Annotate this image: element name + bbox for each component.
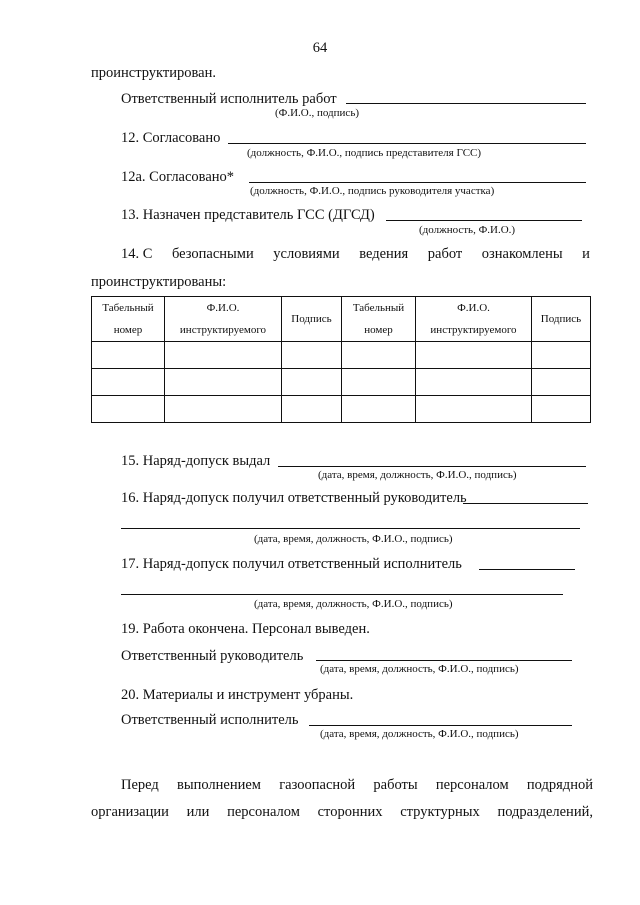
table-cell	[342, 396, 416, 423]
responsible-manager-caption: (дата, время, должность, Ф.И.О., подпись)	[320, 663, 519, 675]
item13-line	[386, 220, 582, 221]
item12a-line	[249, 182, 586, 183]
table-cell	[416, 342, 532, 369]
table-cell	[282, 396, 342, 423]
item14-line2: проинструктированы:	[91, 274, 227, 290]
header-trainee-name: Ф.И.О. инструктируемого	[165, 297, 282, 342]
final-para-word: структурных	[400, 804, 480, 820]
final-para-word: выполнением	[177, 777, 261, 793]
table-cell	[532, 369, 591, 396]
header-signature-2: Подпись	[532, 297, 591, 342]
item16-line-2	[121, 528, 580, 529]
table-cell	[92, 369, 165, 396]
item20-label: 20. Материалы и инструмент убраны.	[121, 687, 354, 703]
final-para-line2	[91, 805, 593, 820]
item14-word: условиями	[273, 246, 340, 262]
responsible-executor-caption: (Ф.И.О., подпись)	[275, 107, 359, 119]
table-cell	[282, 342, 342, 369]
table-cell	[165, 396, 282, 423]
item12a-caption: (должность, Ф.И.О., подпись руководителя участка)	[250, 185, 495, 197]
item16-label: 16. Наряд-допуск получил ответственный руководитель	[121, 490, 467, 506]
final-para-word: Перед	[121, 777, 159, 793]
item13-caption: (должность, Ф.И.О.)	[419, 224, 516, 236]
item12a-label: 12а. Согласовано*	[121, 169, 235, 185]
responsible-executor-label: Ответственный исполнитель работ	[121, 91, 337, 107]
item16-line	[463, 503, 588, 504]
table-row	[92, 369, 591, 396]
responsible-manager-label: Ответственный руководитель	[121, 648, 304, 664]
item16-caption: (дата, время, должность, Ф.И.О., подпись)	[254, 533, 453, 545]
table-row	[92, 396, 591, 423]
table-cell	[416, 396, 532, 423]
responsible-manager-line	[316, 660, 572, 661]
header-signature: Подпись	[282, 297, 342, 342]
item14-word: и	[582, 246, 590, 262]
item12-label: 12. Согласовано	[121, 130, 221, 146]
table-header-row	[92, 297, 591, 342]
final-para-word: персоналом	[435, 777, 509, 793]
final-para-word: работы	[373, 777, 418, 793]
table-cell	[92, 396, 165, 423]
table-cell	[92, 342, 165, 369]
item19-label: 19. Работа окончена. Персонал выведен.	[121, 621, 370, 637]
item14-word: работ	[427, 246, 463, 262]
table-cell	[342, 342, 416, 369]
table-cell	[165, 342, 282, 369]
table-cell	[532, 396, 591, 423]
responsible-executor2-label: Ответственный исполнитель	[121, 712, 299, 728]
table-cell	[282, 369, 342, 396]
final-para-word: организации	[91, 804, 169, 820]
intro-line: проинструктирован.	[91, 65, 216, 81]
responsible-executor2-caption: (дата, время, должность, Ф.И.О., подпись)	[320, 728, 519, 740]
table-cell	[532, 342, 591, 369]
table-cell	[342, 369, 416, 396]
table-cell	[165, 369, 282, 396]
final-para-line1	[121, 778, 593, 793]
item17-line-2	[121, 594, 563, 595]
item14-word: ведения	[359, 246, 409, 262]
header-tab-number: Табельный номер	[92, 297, 165, 342]
table-row	[92, 342, 591, 369]
item17-line	[479, 569, 575, 570]
item13-label: 13. Назначен представитель ГСС (ДГСД)	[121, 207, 375, 223]
item15-caption: (дата, время, должность, Ф.И.О., подпись)	[318, 469, 517, 481]
item15-label: 15. Наряд-допуск выдал	[121, 453, 271, 469]
final-para-word: подразделений,	[497, 804, 593, 820]
header-tab-number-2: Табельный номер	[342, 297, 416, 342]
item14-word: безопасными	[171, 246, 254, 262]
item12-line	[228, 143, 586, 144]
final-para-word: сторонних	[317, 804, 383, 820]
table-cell	[416, 369, 532, 396]
instruction-table	[91, 296, 591, 423]
item15-line	[278, 466, 586, 467]
header-trainee-name-2: Ф.И.О. инструктируемого	[416, 297, 532, 342]
item17-caption: (дата, время, должность, Ф.И.О., подпись)	[254, 598, 453, 610]
final-para-word: подрядной	[526, 777, 593, 793]
final-para-word: или	[186, 804, 210, 820]
responsible-executor2-line	[309, 725, 572, 726]
item14-word: 14. С	[121, 246, 153, 262]
final-para-word: газоопасной	[279, 777, 356, 793]
responsible-executor-line	[346, 103, 586, 104]
page-number: 64	[312, 40, 328, 56]
item12-caption: (должность, Ф.И.О., подпись представителя ГСС)	[247, 147, 482, 159]
final-para-word: персоналом	[227, 804, 300, 820]
item14-word: ознакомлены	[481, 246, 563, 262]
item14-line1	[121, 247, 590, 262]
item17-label: 17. Наряд-допуск получил ответственный исполнитель	[121, 556, 462, 572]
